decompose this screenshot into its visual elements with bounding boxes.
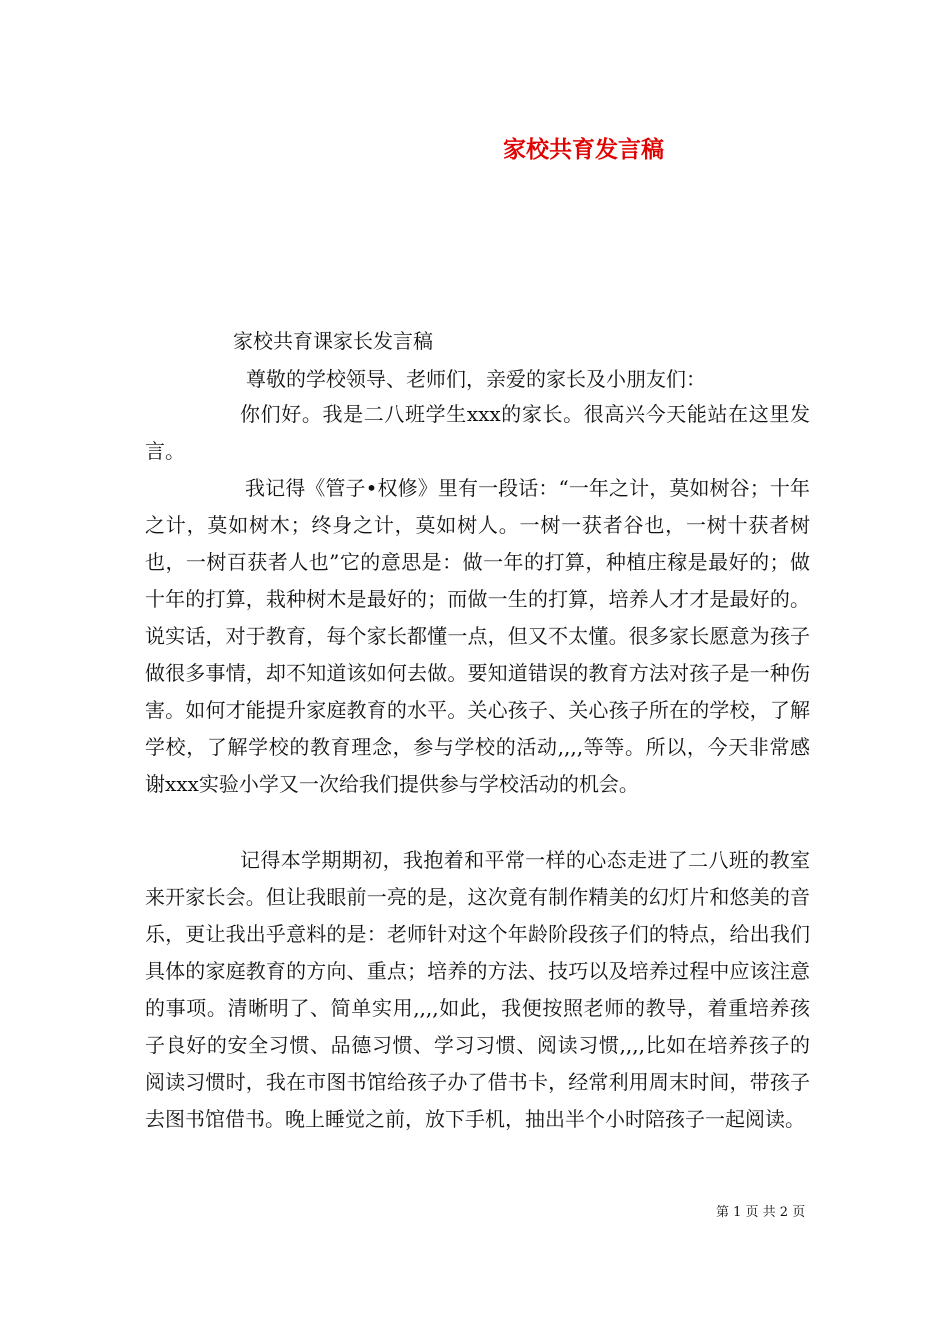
page-number: 第 1 页 共 2 页 — [716, 1205, 806, 1220]
document-subtitle: 家校共育课家长发言稿 — [233, 329, 433, 353]
paragraph-intro: 你们好。我是二八班学生xxx的家长。很高兴今天能站在这里发言。 — [145, 402, 810, 463]
paragraph-quote: 我记得《管子•权修》里有一段话：“一年之计，莫如树谷；十年之计，莫如树木；终身之计，莫如树人。一树一获者谷也，一树十获者树也，一树百获者人也”它的意思是：做一年的打算，种植庄稼是最好的；做十年的打算，栽种树木是最好的；而做一生的打算，培养人才才是最好的。说实话，对于教育，每个家长都懂一点，但又不太懂。很多家长愿意为孩子做很多事情，却不知道该如何去做。要知道错误的教育方法对孩子是一种伤害。如何才能提升家庭教育的水平。关心孩子、关心孩子所在的学校，了解学校，了解学校的教育理念，参与学校的活动,,,,等等。所以，今天非常感谢xxx实验小学又一次给我们提供参与学校活动的机会。 — [145, 476, 810, 796]
document-title: 家校共育发言稿 — [503, 136, 664, 163]
paragraph-meeting: 记得本学期期初，我抱着和平常一样的心态走进了二八班的教室来开家长会。但让我眼前一亮的是，这次竟有制作精美的幻灯片和悠美的音乐，更让我出乎意料的是：老师针对这个年龄阶段孩子们的特点，给出我们具体的家庭教育的方向、重点；培养的方法、技巧以及培养过程中应该注意的事项。清晰明了、简单实用,,,,如此，我便按照老师的教导，着重培养孩子良好的安全习惯、品德习惯、学习习惯、阅读习惯,,,,比如在培养孩子的阅读习惯时，我在市图书馆给孩子办了借书卡，经常利用周末时间，带孩子去图书馆借书。晚上睡觉之前，放下手机，抽出半个小时陪孩子一起阅读。 — [145, 848, 810, 1131]
greeting-line: 尊敬的学校领导、老师们，亲爱的家长及小朋友们： — [246, 367, 706, 391]
